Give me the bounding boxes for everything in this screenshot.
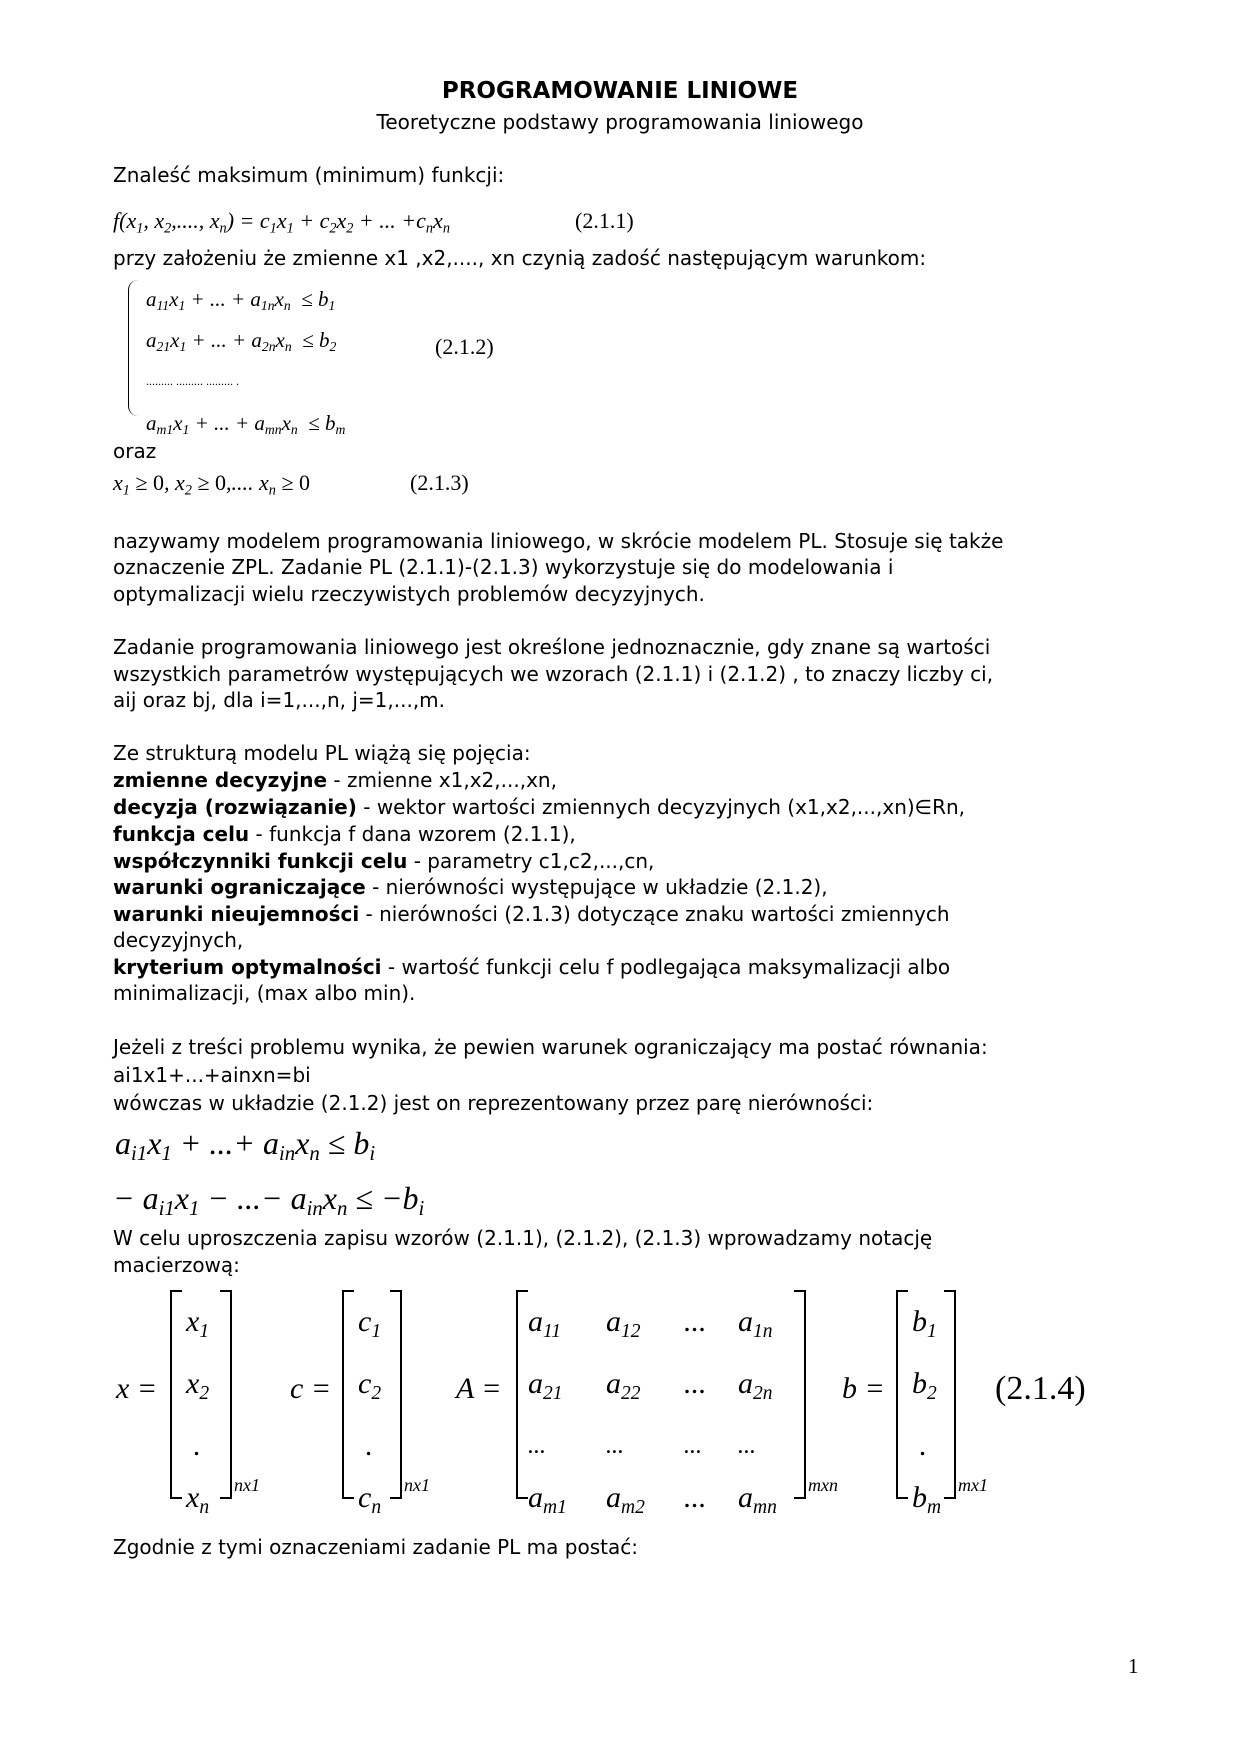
para2-line: aij oraz bj, dla i=1,...,n, j=1,...,m.	[113, 688, 446, 712]
formula-constraints: $a_{11}x_1$ + ... + $a_{1n}x_n \le b_1$ $a_{21}x_1$ + ... + $a_{2n}x_n \le b_2$ ......... ......... ......... . $a_{m1}x_1$ + ... + $a_{mn}x_n \le b_m$	[146, 287, 346, 438]
bracket-left	[170, 1290, 182, 1499]
matrix-c-label: c =	[290, 1372, 332, 1405]
dim-A: mxn	[808, 1475, 838, 1495]
formula-equality-upper: $a_{i1}x_1$ + ...+ $a_{in}x_n \le b_i$	[115, 1125, 376, 1166]
concept-item	[113, 954, 950, 981]
matrix-c: $c_1$ $c_2$ . $c_n$	[358, 1305, 382, 1518]
concepts-intro: Ze strukturą modelu PL wiążą się pojęcia:	[113, 741, 531, 765]
concept-item	[113, 874, 828, 901]
matrix-x: $x_1$ $x_2$ . $x_n$	[186, 1305, 210, 1518]
bracket-right	[220, 1290, 232, 1499]
para3-line: Jeżeli z treści problemu wynika, że pewien warunek ograniczający ma postać równania:	[113, 1035, 988, 1059]
page-title: PROGRAMOWANIE LINIOWE	[441, 78, 799, 104]
para1-line: oznaczenie ZPL. Zadanie PL (2.1.1)-(2.1.3) wykorzystuje się do modelowania i	[113, 555, 894, 579]
concept-desc: - parametry c1,c2,...,cn,	[407, 849, 655, 873]
concept-desc: - wartość funkcji celu f podlegająca maksymalizacji albo	[381, 955, 951, 979]
para3-line: ai1x1+...+ainxn=bi	[113, 1063, 311, 1087]
condition-text: przy założeniu że zmienne x1 ,x2,...., xn czynią zadość następującym warunkom:	[113, 246, 927, 270]
concept-desc: - wektor wartości zmiennych decyzyjnych (x1,x2,...,xn)∈Rn,	[356, 795, 966, 819]
concept-desc: - nierówności występujące w układzie (2.1.2),	[365, 875, 828, 899]
concept-cont: minimalizacji, (max albo min).	[113, 981, 416, 1005]
concept-term: kryterium optymalności	[113, 955, 382, 979]
matrix-x-label: x =	[116, 1372, 158, 1405]
concept-cont: decyzyjnych,	[113, 928, 244, 952]
matrix-A-label: A =	[456, 1372, 502, 1405]
eq-label-213: (2.1.3)	[410, 470, 469, 495]
intro-text: Znaleść maksimum (minimum) funkcji:	[113, 163, 505, 187]
formula-objective: $f(x_1$, $x_2$,...., $x_n) = c_1x_1 + c_2x_2$ + ... $+c_nx_n$	[113, 208, 450, 237]
para2-line: wszystkich parametrów występujących we wzorach (2.1.1) i (2.1.2) , to znaczy liczby ci,	[113, 662, 994, 686]
concept-item	[113, 821, 576, 848]
para4-line: W celu uproszczenia zapisu wzorów (2.1.1), (2.1.2), (2.1.3) wprowadzamy notację	[113, 1226, 933, 1250]
bracket-right	[390, 1290, 402, 1499]
concept-term: funkcja celu	[113, 822, 250, 846]
para4-line: macierzową:	[113, 1253, 240, 1277]
concept-term: zmienne decyzyjne	[113, 768, 328, 792]
dim-x: nx1	[234, 1475, 260, 1495]
oraz-text: oraz	[113, 439, 157, 463]
concept-item	[113, 901, 950, 928]
matrix-b-label: b =	[842, 1372, 885, 1405]
eq-label-211: (2.1.1)	[575, 208, 634, 233]
bracket-right	[944, 1290, 956, 1499]
bracket-right	[794, 1290, 806, 1499]
matrix-b: $b_1$ $b_2$ . $b_m$	[912, 1305, 942, 1518]
concept-term: warunki nieujemności	[113, 902, 360, 926]
system-brace	[128, 280, 141, 416]
concept-term: decyzja (rozwiązanie)	[113, 795, 357, 819]
bracket-left	[516, 1290, 528, 1499]
concept-desc: - nierówności (2.1.3) dotyczące znaku wartości zmiennych	[359, 902, 950, 926]
bracket-left	[342, 1290, 354, 1499]
para2-line: Zadanie programowania liniowego jest określone jednoznacznie, gdy znane są wartości	[113, 635, 991, 659]
para3-line: wówczas w układzie (2.1.2) jest on reprezentowany przez parę nierówności:	[113, 1091, 874, 1115]
concept-item	[113, 767, 557, 794]
closing-text: Zgodnie z tymi oznaczeniami zadanie PL ma postać:	[113, 1535, 638, 1559]
concept-desc: - funkcja f dana wzorem (2.1.1),	[249, 822, 576, 846]
concept-term: współczynniki funkcji celu	[113, 849, 408, 873]
dots-row: ......... ......... ......... .	[146, 374, 239, 389]
concept-item	[113, 848, 654, 875]
formula-nonnegativity: $x_1 \ge 0$, $x_2 \ge 0$,.... $x_n \ge 0$	[113, 470, 310, 499]
para1-line: nazywamy modelem programowania liniowego, w skrócie modelem PL. Stosuje się także	[113, 529, 1004, 553]
concept-desc: - zmienne x1,x2,...,xn,	[327, 768, 557, 792]
eq-label-212: (2.1.2)	[435, 334, 494, 359]
bracket-left	[896, 1290, 908, 1499]
matrix-A: $a_{11}$ $a_{12}$ ... $a_{1n}$ $a_{21}$ $a_{22}$ ... $a_{2n}$ ... ... ... ... $a_{m1}$ $a_{m2}$ ... $a_{mn}$	[528, 1305, 777, 1518]
page-subtitle: Teoretyczne podstawy programowania liniowego	[376, 110, 864, 134]
concept-item	[113, 794, 965, 821]
formula-equality-lower: − $a_{i1}x_1$ − ...− $a_{in}x_n \le -b_i$	[113, 1180, 425, 1221]
para1-line: optymalizacji wielu rzeczywistych problemów decyzyjnych.	[113, 582, 705, 606]
dim-b: mx1	[958, 1475, 988, 1495]
concept-term: warunki ograniczające	[113, 875, 366, 899]
dim-c: nx1	[404, 1475, 430, 1495]
page-number: 1	[1128, 1654, 1139, 1678]
eq-label-214: (2.1.4)	[995, 1370, 1086, 1407]
